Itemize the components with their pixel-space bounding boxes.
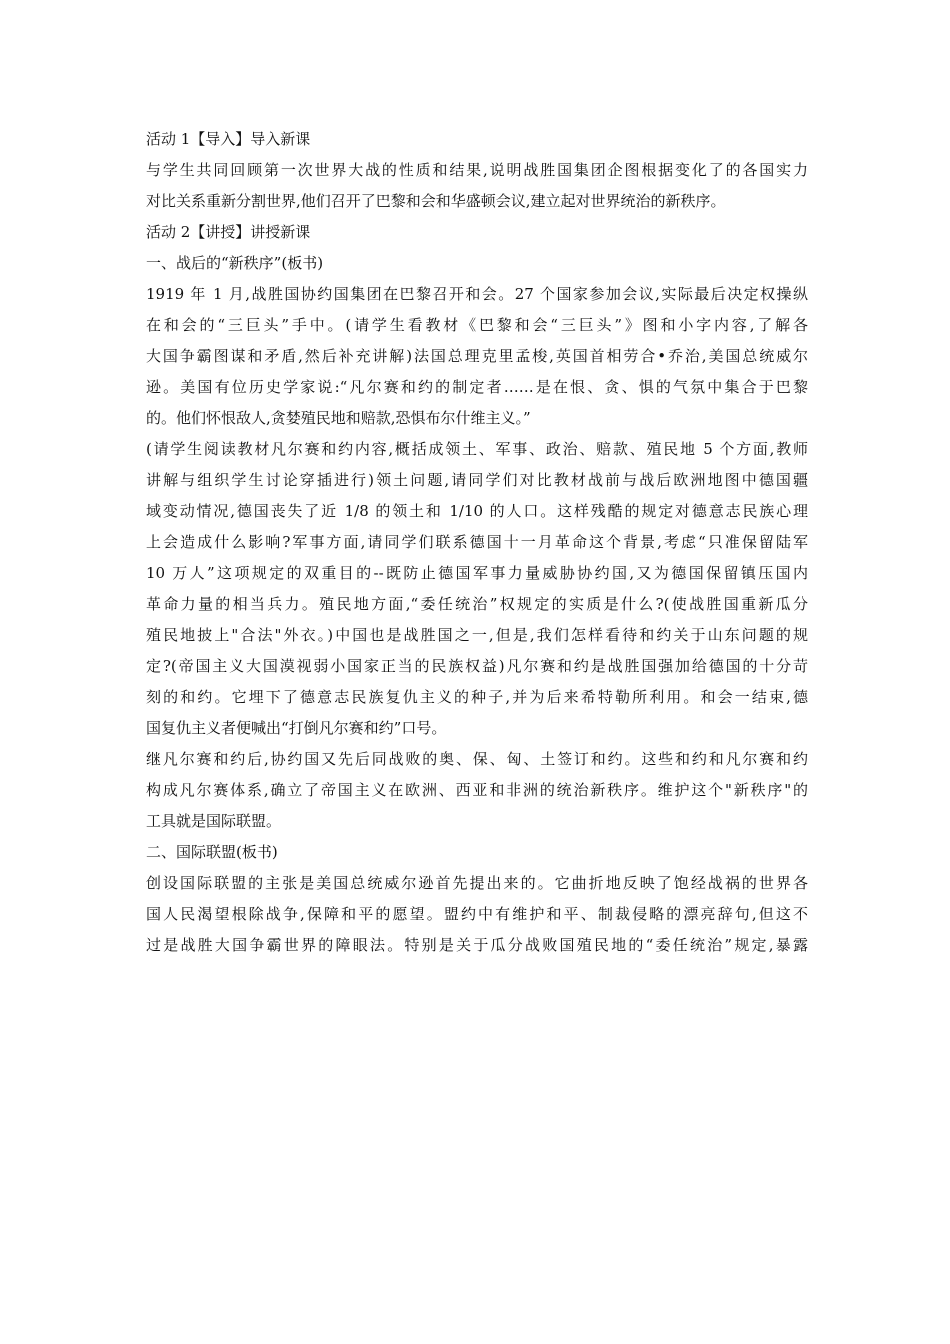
paragraph-line: 讲解与组织学生讨论穿插进行)领土问题,请同学们对比教材战前与战后欧洲地图中德国疆 [146, 471, 808, 489]
section-1-heading: 一、战后的“新秩序”(板书) [146, 254, 324, 272]
document-body [146, 124, 808, 961]
paragraph-line: 殖民地披上"合法"外衣。)中国也是战胜国之一,但是,我们怎样看待和约关于山东问题的规 [146, 626, 808, 644]
section-2-heading: 二、国际联盟(板书) [146, 843, 278, 861]
paragraph-line: 构成凡尔赛体系,确立了帝国主义在欧洲、西亚和非洲的统治新秩序。维护这个"新秩序"的 [146, 781, 808, 799]
paragraph-line: 在和会的“三巨头”手中。(请学生看教材《巴黎和会“三巨头”》图和小字内容,了解各 [146, 316, 808, 334]
paragraph-line: 10 万人”这项规定的双重目的--既防止德国军事力量威胁协约国,又为德国保留镇压国内 [146, 564, 808, 582]
activity-1-heading: 活动 1【导入】导入新课 [146, 130, 311, 148]
paragraph-line: 1919 年 1 月,战胜国协约国集团在巴黎召开和会。27 个国家参加会议,实际最后决定权操纵 [146, 285, 808, 303]
paragraph-line: 定?(帝国主义大国漠视弱小国家正当的民族权益)凡尔赛和约是战胜国强加给德国的十分苛 [146, 657, 808, 675]
paragraph-line: 逊。美国有位历史学家说:“凡尔赛和约的制定者……是在恨、贪、惧的气氛中集合于巴黎 [146, 378, 808, 396]
paragraph-line: 国复仇主义者便喊出“打倒凡尔赛和约”口号。 [146, 719, 447, 737]
paragraph-line: 的。他们怀恨敌人,贪婪殖民地和赔款,恐惧布尔什维主义。” [146, 409, 531, 427]
paragraph-line: 域变动情况,德国丧失了近 1/8 的领土和 1/10 的人口。这样残酷的规定对德意志民族心理 [146, 502, 808, 520]
paragraph-line: (请学生阅读教材凡尔赛和约内容,概括成领土、军事、政治、赔款、殖民地 5 个方面,教师 [146, 440, 808, 458]
paragraph-line: 继凡尔赛和约后,协约国又先后同战败的奥、保、匈、土签订和约。这些和约和凡尔赛和约 [146, 750, 808, 768]
paragraph-line: 国人民渴望根除战争,保障和平的愿望。盟约中有维护和平、制裁侵略的漂亮辞句,但这不 [146, 905, 808, 923]
paragraph-line: 过是战胜大国争霸世界的障眼法。特别是关于瓜分战败国殖民地的“委任统治”规定,暴露 [146, 936, 808, 954]
paragraph-line: 与学生共同回顾第一次世界大战的性质和结果,说明战胜国集团企图根据变化了的各国实力 [146, 161, 808, 179]
paragraph-line: 上会造成什么影响?军事方面,请同学们联系德国十一月革命这个背景,考虑“只准保留陆军 [146, 533, 808, 551]
activity-2-heading: 活动 2【讲授】讲授新课 [146, 223, 311, 241]
paragraph-line: 革命力量的相当兵力。殖民地方面,“委任统治”权规定的实质是什么?(使战胜国重新瓜分 [146, 595, 808, 613]
paragraph-line: 创设国际联盟的主张是美国总统威尔逊首先提出来的。它曲折地反映了饱经战祸的世界各 [146, 874, 808, 892]
paragraph-line: 工具就是国际联盟。 [146, 812, 282, 830]
paragraph-line: 对比关系重新分割世界,他们召开了巴黎和会和华盛顿会议,建立起对世界统治的新秩序。 [146, 192, 726, 210]
paragraph-line: 大国争霸图谋和矛盾,然后补充讲解)法国总理克里孟梭,英国首相劳合•乔治,美国总统威尔 [146, 347, 808, 365]
paragraph-line: 刻的和约。它埋下了德意志民族复仇主义的种子,并为后来希特勒所利用。和会一结束,德 [146, 688, 808, 706]
